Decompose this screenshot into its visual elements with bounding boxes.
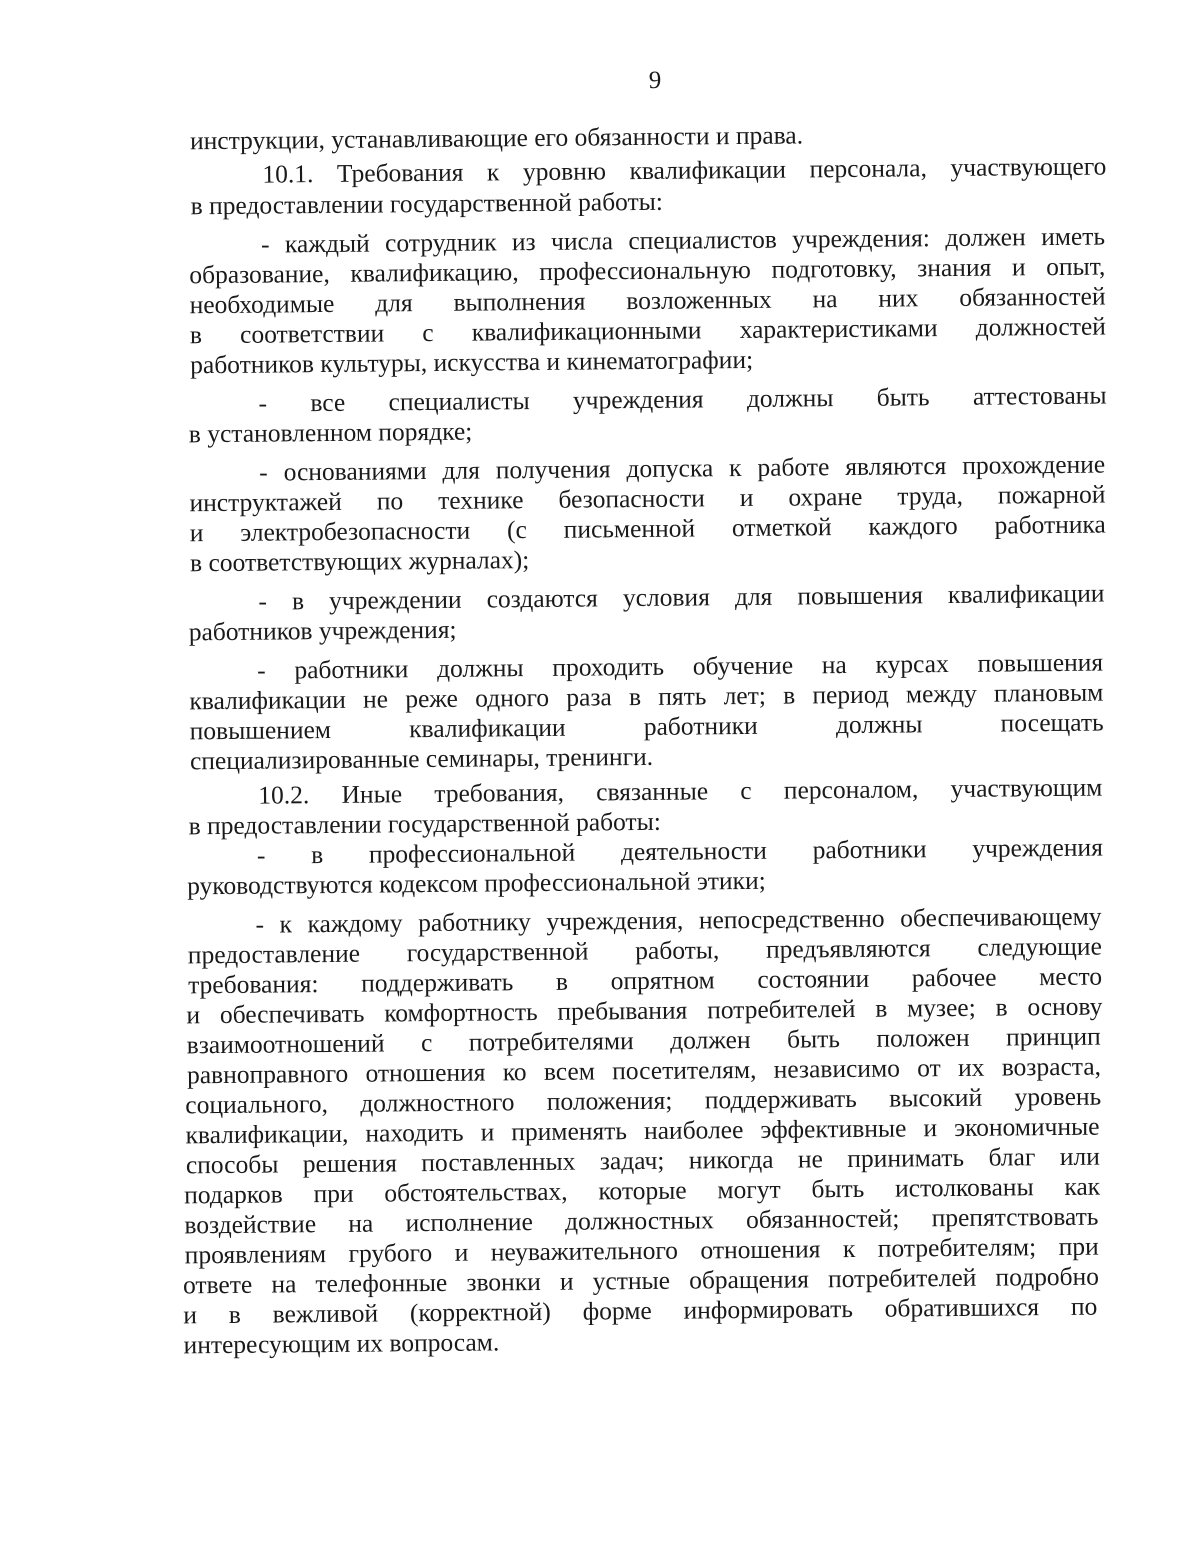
- text-line: инструктажей по технике безопасности и охране труда, пожарной: [189, 479, 1106, 518]
- text-line: и обеспечивать комфортность пребывания потребителей в музее; в основу: [186, 991, 1103, 1030]
- text-line: и в вежливой (корректной) форме информировать обратившихся по: [183, 1291, 1098, 1330]
- text-line: 10.1. Требования к уровню квалификации персонала, участвующего: [262, 151, 1107, 189]
- text-line: предоставление государственной работы, предъявляются следующие: [187, 931, 1102, 970]
- text-line: работников учреждения;: [188, 614, 457, 647]
- text-line: социального, должностного положения; поддерживать высокий уровень: [185, 1081, 1102, 1120]
- text-line: взаимоотношений с потребителями должен быть положен принцип: [186, 1021, 1101, 1060]
- text-line: квалификации, находить и применять наиболее эффективные и экономичные: [185, 1111, 1100, 1150]
- text-line: - все специалисты учреждения должны быть аттестованы: [258, 380, 1107, 418]
- text-line: интересующим их вопросам.: [183, 1327, 500, 1360]
- text-line: - к каждому работнику учреждения, непосредственно обеспечивающему: [255, 901, 1102, 939]
- text-line: руководствуются кодексом профессиональной этики;: [187, 865, 766, 901]
- text-line: - в учреждении создаются условия для повышения квалификации: [258, 578, 1105, 616]
- page-number: 9: [648, 67, 662, 94]
- text-line: ответе на телефонные звонки и устные обращения потребителей подробно: [182, 1261, 1100, 1300]
- text-line: требования: поддерживать в опрятном состоянии рабочее место: [187, 961, 1103, 1000]
- text-line: в соответствующих журналах);: [189, 545, 530, 578]
- text-line: - в профессиональной деятельности работники учреждения: [256, 832, 1103, 870]
- text-line: образование, квалификацию, профессиональную подготовку, знания и опыт,: [189, 251, 1106, 290]
- text-line: квалификации не реже одного раза в пять лет; в период между плановым: [189, 677, 1104, 716]
- text-line: в предоставлении государственной работы:: [190, 186, 664, 221]
- text-line: - каждый сотрудник из числа специалистов учреждения: должен иметь: [260, 221, 1106, 259]
- text-line: равноправного отношения ко всем посетителям, независимо от их возраста,: [186, 1051, 1102, 1090]
- text-line: необходимые для выполнения возложенных на них обязанностей: [189, 281, 1106, 320]
- text-line: в установленном порядке;: [188, 416, 473, 449]
- text-line: подарков при обстоятельствах, которые могут быть истолкованы как: [184, 1171, 1101, 1210]
- text-line: проявлениям грубого и неуважительного отношения к потребителям; при: [184, 1231, 1099, 1270]
- text-line: специализированные семинары, тренинги.: [189, 741, 654, 776]
- text-line: в предоставлении государственной работы:: [188, 806, 661, 841]
- text-line: и электробезопасности (с письменной отметкой каждого работника: [189, 509, 1106, 548]
- text-line: работников культуры, искусства и кинематографии;: [190, 344, 754, 380]
- text-line: - работники должны проходить обучение на курсах повышения: [256, 647, 1104, 685]
- text-line: воздействие на исполнение должностных обязанностей; препятствовать: [184, 1201, 1099, 1240]
- text-line: в соответствии с квалификационными характеристиками должностей: [189, 311, 1106, 350]
- text-line: инструкции, устанавливающие его обязанности и права.: [189, 120, 804, 156]
- text-line: способы решения поставленных задач; никогда не принимать благ или: [185, 1141, 1100, 1180]
- text-line: повышением квалификации работники должны посещать: [189, 707, 1104, 746]
- text-line: - основаниями для получения допуска к работе являются прохождение: [259, 449, 1106, 487]
- text-line: 10.2. Иные требования, связанные с персоналом, участвующим: [258, 772, 1103, 810]
